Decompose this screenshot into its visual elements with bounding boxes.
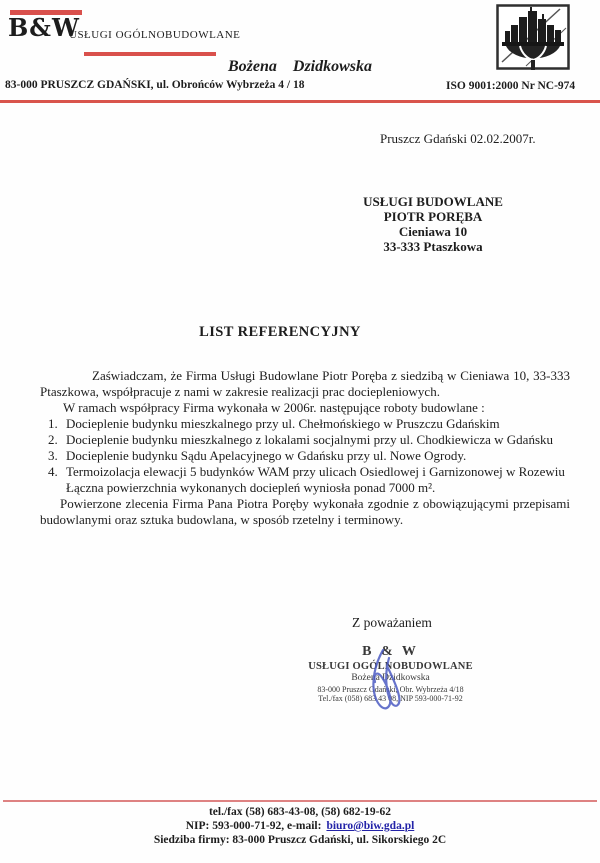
iso-certification-label: ISO 9001:2000 Nr NC-974 (446, 80, 576, 92)
list-item (48, 432, 570, 448)
owner-name: Bożena Dzidkowska (227, 58, 373, 75)
list-item-text: Termoizolacja elewacji 5 budynków WAM przy ulicach Osiedlowej i Garnizonowej w Rozewiu (66, 464, 565, 479)
recipient-line: 33-333 Ptaszkowa (383, 239, 483, 254)
header-red-rule (0, 100, 600, 103)
summary-line: Łączna powierzchnia wykonanych dociepleń wyniosła ponad 7000 m². (66, 480, 436, 495)
footer-nip-prefix: NIP: 593-000-71-92, e-mail: (185, 820, 322, 832)
email-link[interactable]: biuro@biw.gda.pl (326, 820, 415, 832)
list-item-text: Docieplenie budynku mieszkalnego z lokalami socjalnymi przy ul. Chodkiewicza w Gdańsku (66, 432, 554, 447)
list-item (48, 464, 570, 480)
date-line: Pruszcz Gdański 02.02.2007r. (380, 131, 536, 146)
footer-address-line: Siedziba firmy: 83-000 Pruszcz Gdański, ul. Sikorskiego 2C (153, 834, 447, 846)
body-paragraph-2: W ramach współpracy Firma wykonała w 2006r. następujące roboty budowlane : (63, 400, 485, 415)
handwritten-signature-icon (345, 646, 425, 718)
stamp-line: USŁUGI OGÓLNOBUDOWLANE (308, 661, 473, 672)
stamp-line: B & W (362, 644, 419, 659)
body-paragraph-1: Zaświadczam, że Firma Usługi Budowlane Piotr Poręba z siedzibą w Cieniawa 10, 33-333 Ptaszkowa, współpracuje z nami w zakresie realizacji prac dociepleniowych. (40, 368, 570, 399)
letter-body (40, 368, 570, 528)
red-divider-bar-under-logo (84, 52, 216, 56)
recipient-line: USŁUGI BUDOWLANE (363, 194, 503, 209)
stamp-line: Tel./fax (058) 683 43 08, NIP 593-000-71-92 (318, 694, 463, 703)
stamp-line: Bożena Dzidkowska (351, 673, 430, 683)
recipient-line: Cieniawa 10 (398, 224, 468, 239)
closing-paragraph: Powierzone zlecenia Firma Pana Piotra Poręby wykonała zgodnie z obowiązującymi przepisami budowlanymi oraz sztuka budowlana, w sposób rzetelny i terminowy. (40, 496, 570, 527)
footer-phone-line: tel./fax (58) 683-43-08, (58) 682-19-62 (208, 806, 392, 818)
list-item-number: 2. (48, 432, 58, 447)
list-item-text: Docieplenie budynku Sądu Apelacyjnego w Gdańsku przy ul. Nowe Ogrody. (66, 448, 467, 463)
company-logo-text: B&W (8, 13, 80, 42)
list-item (48, 416, 570, 432)
footer-block (0, 805, 600, 847)
footer-red-rule (3, 800, 597, 802)
header-address: 83-000 PRUSZCZ GDAŃSKI, ul. Obrońców Wybrzeża 4 / 18 (5, 79, 305, 91)
list-item-number: 3. (48, 448, 58, 463)
list-item (48, 448, 570, 464)
list-item-number: 4. (48, 464, 58, 479)
closing-salutation: Z poważaniem (352, 615, 432, 630)
company-type-label: USŁUGI OGÓLNOBUDOWLANE (69, 29, 241, 41)
recipient-block (355, 194, 511, 254)
footer-nip-line (0, 819, 600, 833)
stamp-line: 83-000 Pruszcz Gdański, Obr. Wybrzeża 4/18 (317, 685, 464, 694)
list-item-number: 1. (48, 416, 58, 431)
recipient-line: PIOTR PORĘBA (383, 209, 483, 224)
city-skyline-emblem-icon (496, 4, 570, 74)
list-item-text: Docieplenie budynku mieszkalnego przy ul. Chełmońskiego w Pruszczu Gdańskim (66, 416, 500, 431)
document-title: LIST REFERENCYJNY (199, 324, 361, 340)
